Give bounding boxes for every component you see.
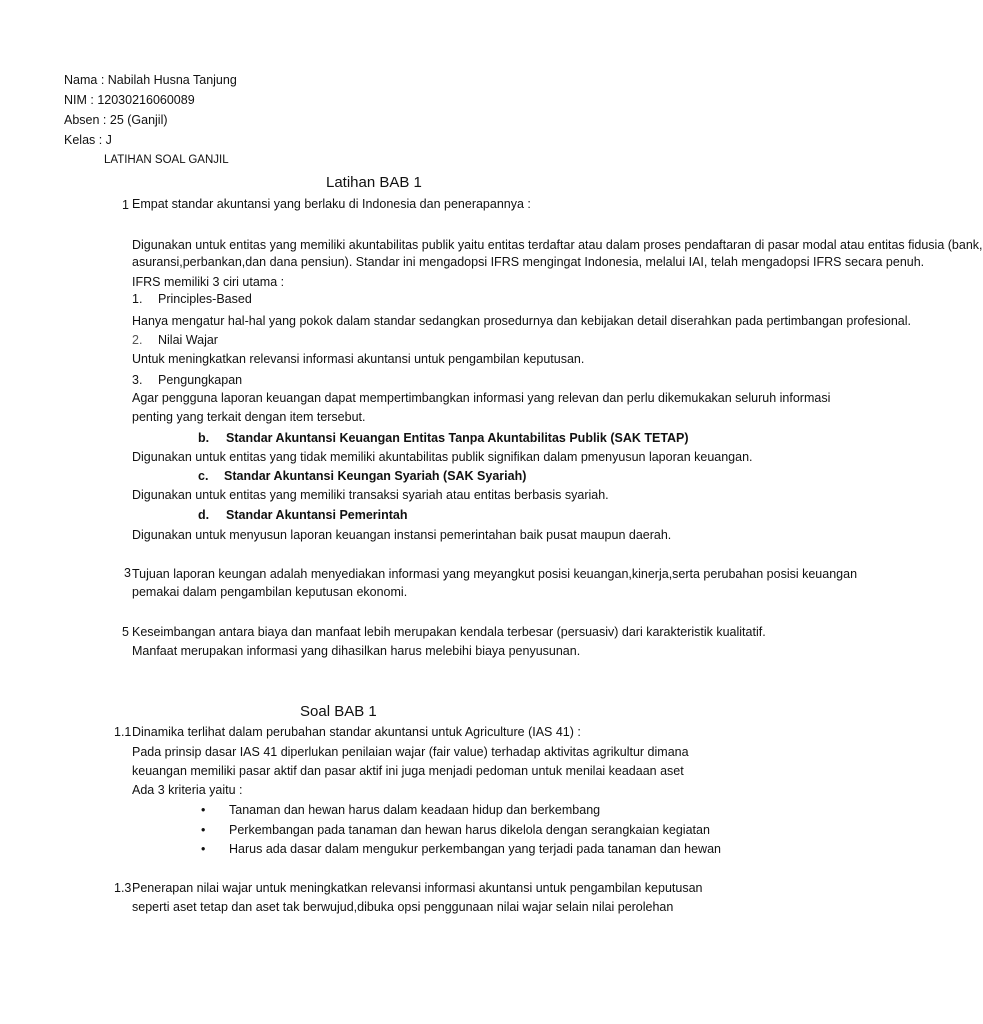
document-subtitle: LATIHAN SOAL GANJIL [104, 154, 229, 166]
ciri3-desc-line1: Agar pengguna laporan keuangan dapat mempertimbangkan informasi yang relevan dan perlu dikemukakan seluruh informasi [132, 391, 831, 405]
q3-line1: Tujuan laporan keungan adalah menyediakan informasi yang meyangkut posisi keuangan,kinerja,serta perubahan posisi keuangan [132, 567, 858, 581]
s13-line1: Penerapan nilai wajar untuk meningkatkan relevansi informasi akuntansi untuk pengambilan keputusan [132, 881, 703, 895]
student-nim: NIM : 12030216060089 [64, 93, 195, 107]
item-c-number: c. [198, 469, 209, 483]
ciri3-label: Pengungkapan [158, 373, 243, 387]
q1-text: Empat standar akuntansi yang berlaku di Indonesia dan penerapannya : [132, 197, 531, 211]
q5-line1: Keseimbangan antara biaya dan manfaat lebih merupakan kendala terbesar (persuasiv) dari karakteristik kualitatif. [132, 625, 766, 639]
student-name: Nama : Nabilah Husna Tanjung [64, 73, 237, 87]
q5-line2: Manfaat merupakan informasi yang dihasilkan harus melebihi biaya penyusunan. [132, 644, 581, 658]
ciri1-number: 1. [132, 292, 143, 306]
s11-p2: keuangan memiliki pasar aktif dan pasar aktif ini juga menjadi pedoman untuk menilai keadaan aset [132, 764, 684, 778]
soal-title: Soal BAB 1 [300, 703, 377, 720]
item-d-label: Standar Akuntansi Pemerintah [226, 508, 408, 522]
ciri3-desc-line2: penting yang terkait dengan item tersebut. [132, 410, 366, 424]
ciri1-label: Principles-Based [158, 292, 252, 306]
item-c-desc: Digunakan untuk entitas yang memiliki transaksi syariah atau entitas berbasis syariah. [132, 488, 609, 502]
s11-p3: Ada 3 kriteria yaitu : [132, 783, 243, 797]
ifrs-desc-line1: Digunakan untuk entitas yang memiliki akuntabilitas publik yaitu entitas terdaftar atau dalam proses pendaftaran di pasar modal atau entitas fidusia (bank, [132, 238, 983, 252]
item-b-label: Standar Akuntansi Keuangan Entitas Tanpa Akuntabilitas Publik (SAK TETAP) [226, 431, 689, 445]
item-d-desc: Digunakan untuk menyusun laporan keuangan instansi pemerintahan baik pusat maupun daerah. [132, 528, 672, 542]
q3-number: 3 [124, 566, 131, 580]
ifrs-ciri: IFRS memiliki 3 ciri utama : [132, 275, 285, 289]
s11-text: Dinamika terlihat dalam perubahan standar akuntansi untuk Agriculture (IAS 41) : [132, 725, 581, 739]
s11-p1: Pada prinsip dasar IAS 41 diperlukan penilaian wajar (fair value) terhadap aktivitas agrikultur dimana [132, 745, 689, 759]
s13-number: 1.3 [114, 881, 132, 895]
q3-line2: pemakai dalam pengambilan keputusan ekonomi. [132, 585, 408, 599]
item-b-desc: Digunakan untuk entitas yang tidak memiliki akuntabilitas publik signifikan dalam pmenyusun laporan keuangan. [132, 450, 753, 464]
bullet-item: Tanaman dan hewan harus dalam keadaan hidup dan berkembang [229, 803, 601, 817]
student-absen: Absen : 25 (Ganjil) [64, 113, 168, 127]
ciri2-number: 2. [132, 333, 143, 347]
ciri2-label: Nilai Wajar [158, 333, 218, 347]
item-b-number: b. [198, 431, 210, 445]
ciri1-desc: Hanya mengatur hal-hal yang pokok dalam standar sedangkan prosedurnya dan kebijakan detail diserahkan pada pertimbangan profesional. [132, 314, 911, 328]
q1-number: 1 [122, 198, 129, 212]
latihan-title: Latihan BAB 1 [326, 174, 422, 191]
bullet-icon: • [201, 803, 206, 817]
s13-line2: seperti aset tetap dan aset tak berwujud,dibuka opsi penggunaan nilai wajar selain nilai perolehan [132, 900, 674, 914]
bullet-icon: • [201, 842, 206, 856]
item-c-label: Standar Akuntansi Keungan Syariah (SAK Syariah) [224, 469, 527, 483]
bullet-icon: • [201, 823, 206, 837]
student-kelas: Kelas : J [64, 133, 112, 147]
item-d-number: d. [198, 508, 210, 522]
q5-number: 5 [122, 625, 129, 639]
ciri3-number: 3. [132, 373, 143, 387]
ciri2-desc: Untuk meningkatkan relevansi informasi akuntansi untuk pengambilan keputusan. [132, 352, 585, 366]
bullet-item: Perkembangan pada tanaman dan hewan harus dikelola dengan serangkaian kegiatan [229, 823, 710, 837]
bullet-item: Harus ada dasar dalam mengukur perkembangan yang terjadi pada tanaman dan hewan [229, 842, 721, 856]
ifrs-desc-line2: asuransi,perbankan,dan dana pensiun). Standar ini mengadopsi IFRS mengingat Indonesia, melalui IAI, telah mengadopsi IFRS secara penuh. [132, 255, 925, 269]
s11-number: 1.1 [114, 725, 132, 739]
